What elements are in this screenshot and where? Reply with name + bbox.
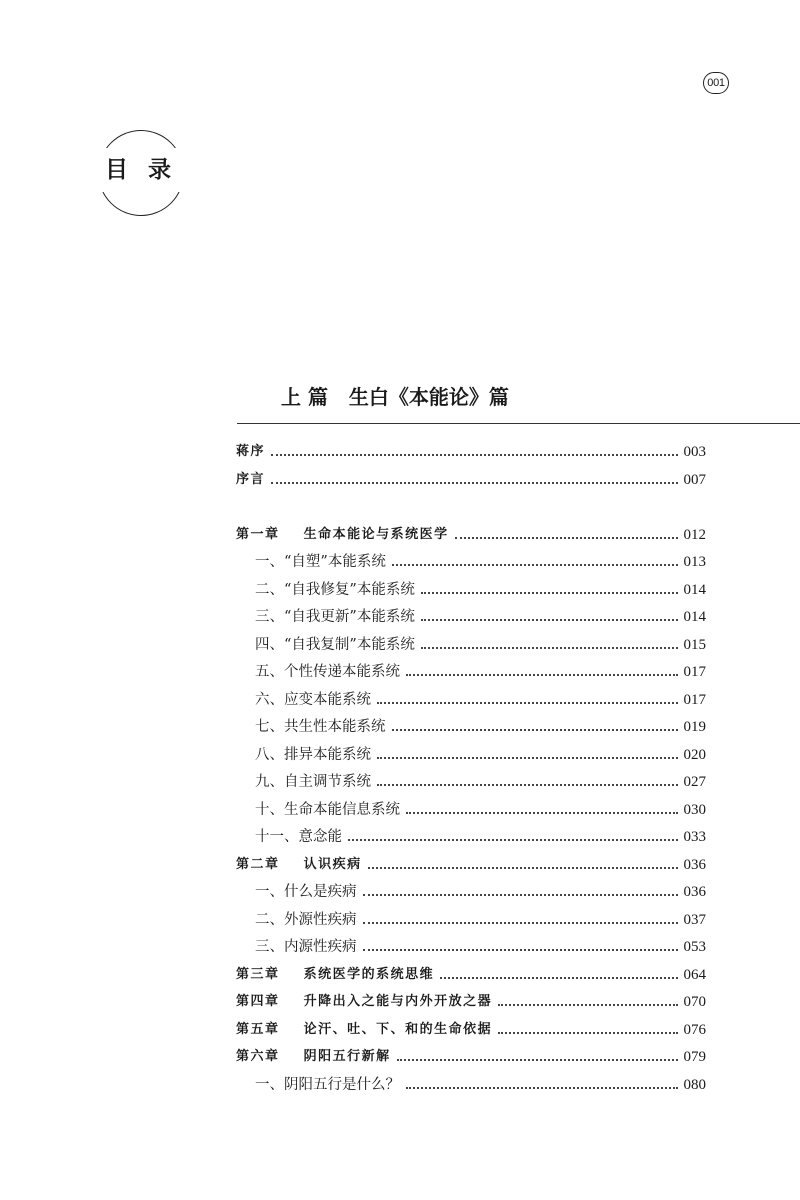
toc-entry-page: 014	[683, 609, 706, 625]
toc-entry-title: 第二章 认识疾病	[236, 857, 362, 872]
part-title: 上 篇 生白《本能论》篇	[281, 385, 509, 409]
page-number: 001	[703, 72, 729, 94]
toc-entry-page: 080	[683, 1077, 706, 1093]
toc-entry-title: 五、个性传递本能系统	[255, 664, 400, 680]
toc-entry-title: 蒋序	[236, 444, 266, 459]
toc-entry-section[interactable]	[255, 741, 706, 765]
toc-entry-title: 一、“自塑”本能系统	[255, 554, 386, 570]
toc-entry-page: 030	[683, 802, 706, 818]
dot-leader	[498, 1032, 677, 1034]
toc-entry-page: 036	[683, 857, 706, 873]
toc-entry-section[interactable]	[255, 658, 706, 682]
toc-entry-title: 十、生命本能信息系统	[255, 802, 400, 818]
dot-leader	[406, 674, 678, 676]
dot-leader	[406, 1087, 678, 1089]
toc-entry-chapter-2[interactable]	[236, 851, 706, 875]
toc-entry-foreword[interactable]	[236, 466, 706, 490]
toc-entry-chapter-3[interactable]	[236, 961, 706, 985]
toc-entry-page: 033	[683, 829, 706, 845]
toc-entry-chapter-5[interactable]	[236, 1016, 706, 1040]
toc-entry-page: 070	[683, 994, 706, 1010]
toc-entry-page: 015	[683, 637, 706, 653]
toc-entry-title: 第一章 生命本能论与系统医学	[236, 527, 449, 542]
toc-entry-page: 017	[683, 664, 706, 680]
dot-leader	[392, 729, 678, 731]
toc-entry-section[interactable]	[255, 878, 706, 902]
toc-entry-page: 014	[683, 582, 706, 598]
dot-leader	[421, 592, 678, 594]
dot-leader	[368, 867, 678, 869]
toc-entry-page: 019	[683, 719, 706, 735]
toc-entry-page: 003	[683, 444, 706, 460]
toc-entry-title: 六、应变本能系统	[255, 692, 371, 708]
toc-entry-title: 九、自主调节系统	[255, 774, 371, 790]
toc-entry-page: 076	[683, 1022, 706, 1038]
toc-entry-page: 079	[683, 1049, 706, 1065]
dot-leader	[421, 619, 678, 621]
dot-leader	[406, 812, 678, 814]
toc-entry-title: 七、共生性本能系统	[255, 719, 386, 735]
toc-entry-page: 036	[683, 884, 706, 900]
toc-entry-section[interactable]	[255, 933, 706, 957]
toc-entry-section[interactable]	[255, 603, 706, 627]
toc-entry-section[interactable]	[255, 713, 706, 737]
dot-leader	[271, 454, 677, 456]
toc-entry-preface-jiang[interactable]	[236, 438, 706, 462]
toc-entry-page: 017	[683, 692, 706, 708]
toc-entry-title: 一、阴阳五行是什么？	[255, 1077, 400, 1093]
toc-entry-title: 八、排异本能系统	[255, 747, 371, 763]
toc-entry-section[interactable]	[255, 576, 706, 600]
toc-entry-page: 037	[683, 912, 706, 928]
dot-leader	[440, 977, 677, 979]
toc-entry-section[interactable]	[255, 823, 706, 847]
dot-leader	[363, 922, 678, 924]
toc-entry-title: 三、内源性疾病	[255, 939, 357, 955]
toc-entry-chapter-1[interactable]	[236, 521, 706, 545]
toc-entry-page: 020	[683, 747, 706, 763]
toc-entry-section[interactable]	[255, 686, 706, 710]
dot-leader	[348, 839, 678, 841]
dot-leader	[363, 894, 678, 896]
toc-entry-title: 二、“自我修复”本能系统	[255, 582, 415, 598]
toc-entry-title: 一、什么是疾病	[255, 884, 357, 900]
toc-entry-title: 第三章 系统医学的系统思维	[236, 967, 435, 982]
toc-entry-page: 007	[683, 472, 706, 488]
toc-entry-page: 064	[683, 967, 706, 983]
dot-leader	[397, 1059, 678, 1061]
dot-leader	[421, 647, 678, 649]
toc-entry-page: 012	[683, 527, 706, 543]
toc-entry-section[interactable]	[255, 906, 706, 930]
toc-entry-page: 053	[683, 939, 706, 955]
toc-heading: 目 录	[104, 157, 177, 183]
dot-leader	[377, 784, 678, 786]
part-divider	[237, 423, 800, 424]
dot-leader	[271, 482, 677, 484]
toc-entry-section[interactable]	[255, 1071, 706, 1095]
toc-entry-chapter-6[interactable]	[236, 1043, 706, 1067]
toc-entry-section[interactable]	[255, 548, 706, 572]
toc-entry-page: 013	[683, 554, 706, 570]
toc-entry-section[interactable]	[255, 631, 706, 655]
toc-entry-title: 十一、意念能	[255, 829, 342, 845]
toc-entry-title: 四、“自我复制”本能系统	[255, 637, 415, 653]
dot-leader	[392, 564, 678, 566]
dot-leader	[498, 1004, 677, 1006]
toc-entry-title: 第五章 论汗、吐、下、和的生命依据	[236, 1022, 493, 1037]
toc-entry-title: 序言	[236, 472, 266, 487]
dot-leader	[377, 757, 678, 759]
dot-leader	[377, 702, 678, 704]
toc-entry-title: 二、外源性疾病	[255, 912, 357, 928]
toc-entry-title: 第四章 升降出入之能与内外开放之器	[236, 994, 493, 1009]
dot-leader	[455, 537, 678, 539]
toc-entry-page: 027	[683, 774, 706, 790]
toc-entry-chapter-4[interactable]	[236, 988, 706, 1012]
toc-entry-section[interactable]	[255, 768, 706, 792]
dot-leader	[363, 949, 678, 951]
toc-entry-title: 第六章 阴阳五行新解	[236, 1049, 391, 1064]
toc-entry-title: 三、“自我更新”本能系统	[255, 609, 415, 625]
toc-entry-section[interactable]	[255, 796, 706, 820]
